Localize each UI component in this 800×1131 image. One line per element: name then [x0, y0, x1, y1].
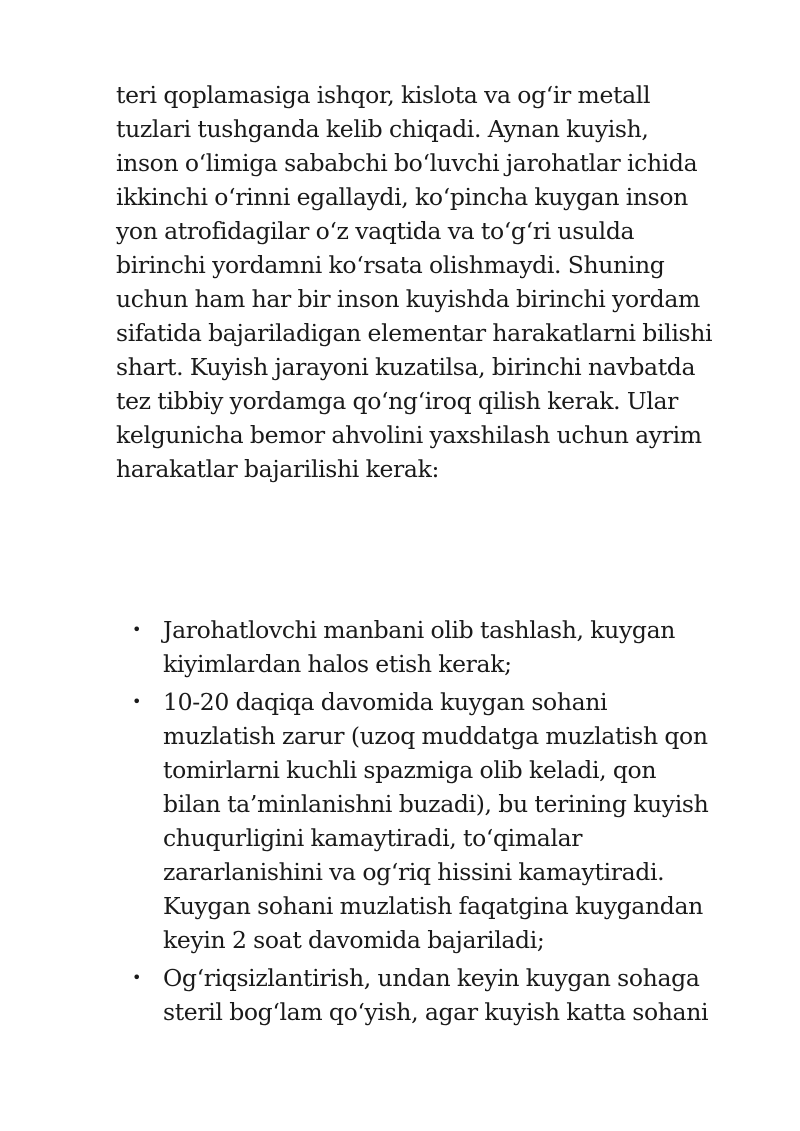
- paragraph-line: yon atrofidagilar o‘z vaqtida va to‘g‘ri usulda: [116, 217, 635, 245]
- paragraph-line: harakatlar bajarilishi kerak:: [116, 455, 440, 483]
- paragraph-line: uchun ham har bir inson kuyishda birinchi yordam: [116, 285, 700, 313]
- list-item-line: Jarohatlovchi manbani olib tashlash, kuygan: [163, 616, 676, 644]
- bullet-icon: •: [132, 692, 142, 711]
- list-item-line: tomirlarni kuchli spazmiga olib keladi, qon: [163, 756, 657, 784]
- list-item: [132, 613, 772, 681]
- list-item-line: bilan ta’minlanishni buzadi), bu terining kuyish: [163, 790, 709, 818]
- bullet-icon: •: [132, 968, 142, 987]
- bullet-icon: •: [132, 620, 142, 639]
- list-item: [132, 685, 772, 957]
- list-item-line: keyin 2 soat davomida bajariladi;: [163, 926, 545, 954]
- paragraph-line: teri qoplamasiga ishqor, kislota va og‘ir metall: [116, 81, 651, 109]
- list-item-line: kiyimlardan halos etish kerak;: [163, 650, 512, 678]
- list-item-line: Kuygan sohani muzlatish faqatgina kuygandan: [163, 892, 703, 920]
- paragraph-line: tez tibbiy yordamga qo‘ng‘iroq qilish kerak. Ular: [116, 387, 678, 415]
- list-item-line: muzlatish zarur (uzoq muddatga muzlatish qon: [163, 722, 708, 750]
- list-item-line: Og‘riqsizlantirish, undan keyin kuygan sohaga: [163, 964, 700, 992]
- paragraph-line: kelgunicha bemor ahvolini yaxshilash uchun ayrim: [116, 421, 702, 449]
- intro-paragraph: [116, 78, 766, 486]
- paragraph-line: ikkinchi o‘rinni egallaydi, ko‘pincha kuygan inson: [116, 183, 688, 211]
- list-item-line: zararlanishini va og‘riq hissini kamaytiradi.: [163, 858, 665, 886]
- list-item-line: chuqurligini kamaytiradi, to‘qimalar: [163, 824, 583, 852]
- paragraph-line: inson o‘limiga sababchi bo‘luvchi jarohatlar ichida: [116, 149, 698, 177]
- list-item: [132, 961, 772, 1029]
- list-item-line: steril bog‘lam qo‘yish, agar kuyish katta sohani: [163, 998, 709, 1026]
- list-item-line: 10-20 daqiqa davomida kuygan sohani: [163, 688, 608, 716]
- paragraph-line: tuzlari tushganda kelib chiqadi. Aynan kuyish,: [116, 115, 649, 143]
- paragraph-line: shart. Kuyish jarayoni kuzatilsa, birinchi navbatda: [116, 353, 696, 381]
- paragraph-line: birinchi yordamni ko‘rsata olishmaydi. Shuning: [116, 251, 665, 279]
- first-aid-steps-list: [132, 613, 772, 1033]
- paragraph-line: sifatida bajariladigan elementar harakatlarni bilishi: [116, 319, 713, 347]
